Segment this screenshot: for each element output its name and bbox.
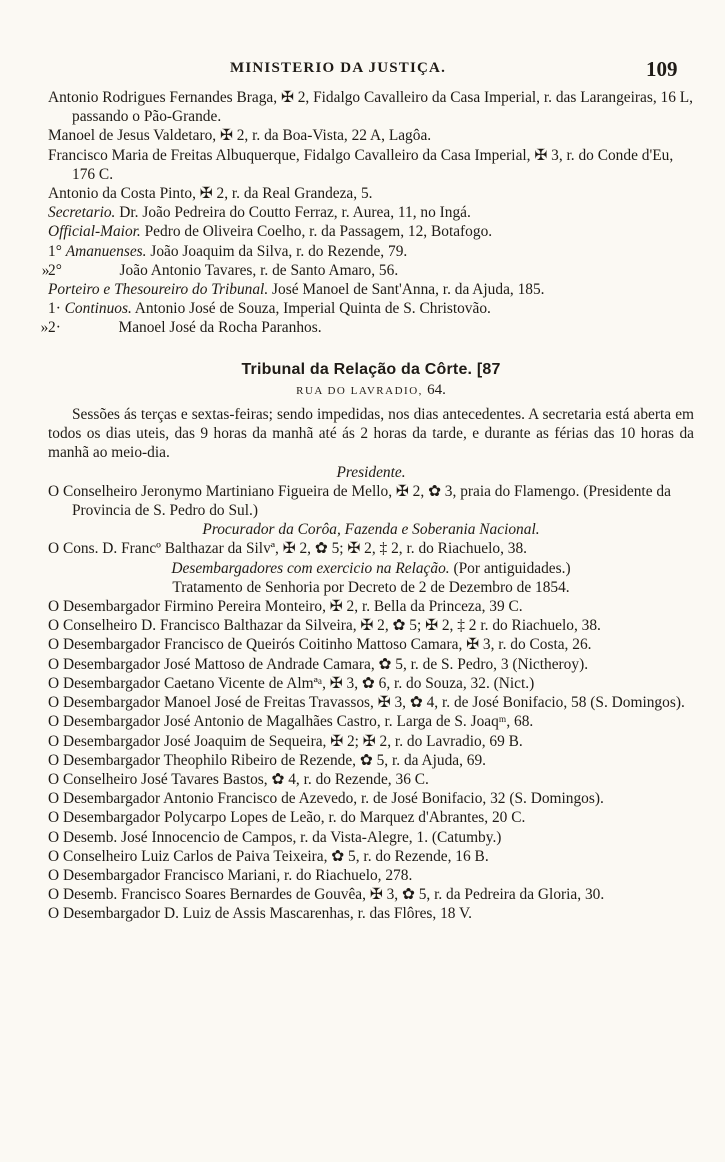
- list-item: O Conselheiro José Tavares Bastos, ✿ 4, r. do Rezende, 36 C.: [48, 770, 429, 788]
- presidente-entry: O Conselheiro Jeronymo Martiniano Figueira de Mello, ✠ 2, ✿ 3, praia do Flamengo. (Presidente da Provincia de S. Pedro do Sul.): [48, 482, 671, 520]
- list-item: O Desembargador Francisco Mariani, r. do Riachuelo, 278.: [48, 866, 413, 884]
- section-address: [48, 381, 694, 401]
- staff-role: »: [41, 261, 50, 279]
- list-item: O Desembargador José Mattoso de Andrade Camara, ✿ 5, r. de S. Pedro, 3 (Nictheroy).: [48, 655, 589, 673]
- staff-role: Continuos.: [64, 300, 132, 318]
- staff-text: João Joaquim da Silva, r. do Rezende, 79.: [146, 242, 408, 260]
- top-entries: [48, 88, 694, 203]
- header-title: MINISTERIO DA JUSTIÇA.: [230, 60, 447, 76]
- section-title: Tribunal da Relação da Côrte. [87: [241, 360, 501, 378]
- staff-role: Amanuenses.: [65, 242, 147, 260]
- staff-prefix: 2°: [48, 261, 66, 279]
- list-item: Antonio Rodrigues Fernandes Braga, ✠ 2, Fidalgo Cavalleiro da Casa Imperial, r. das Larangeiras, 16 L, passando o Pão-Grande.: [48, 89, 694, 126]
- staff-text: Pedro de Oliveira Coelho, r. da Passagem, 12, Botafogo.: [140, 223, 493, 241]
- staff-role: »: [40, 319, 49, 337]
- list-item: O Desembargador Manoel José de Freitas Travassos, ✠ 3, ✿ 4, r. de José Bonifacio, 58 (S. Domingos).: [48, 694, 685, 712]
- list-item: O Conselheiro Luiz Carlos de Paiva Teixeira, ✿ 5, r. do Rezende, 16 B.: [48, 847, 489, 865]
- address-number: 64.: [427, 381, 446, 398]
- staff-text: Antonio José de Souza, Imperial Quinta de S. Christovão.: [131, 300, 491, 318]
- list-item: Manoel de Jesus Valdetaro, ✠ 2, r. da Boa-Vista, 22 A, Lagôa.: [48, 127, 432, 145]
- procurador-label: Procurador da Corôa, Fazenda e Soberania Nacional.: [202, 521, 540, 539]
- desembargadores-list: [48, 597, 694, 923]
- staff-entry: [48, 280, 694, 299]
- desembargadores-note: (Por antiguidades.): [449, 559, 571, 577]
- list-item: O Desemb. Francisco Soares Bernardes de Gouvêa, ✠ 3, ✿ 5, r. da Pedreira da Gloria, 30.: [48, 886, 605, 904]
- list-item: O Desembargador Theophilo Ribeiro de Rezende, ✿ 5, r. da Ajuda, 69.: [48, 751, 487, 769]
- presidente-label: Presidente.: [336, 463, 406, 481]
- list-item: O Desembargador Francisco de Queirós Coitinho Mattoso Camara, ✠ 3, r. do Costa, 26.: [48, 636, 592, 654]
- staff-entry: [41, 261, 694, 280]
- page-header: [0, 57, 725, 86]
- staff-prefix: 2·: [48, 319, 65, 337]
- list-item: O Desemb. José Innocencio de Campos, r. da Vista-Alegre, 1. (Catumby.): [48, 828, 502, 846]
- staff-text: Manoel José da Rocha Paranhos.: [114, 319, 322, 337]
- list-item: O Desembargador Caetano Vicente de Almªᵃ, ✠ 3, ✿ 6, r. do Souza, 32. (Nict.): [48, 674, 535, 692]
- staff-role: Official-Maior.: [48, 223, 141, 241]
- list-item: O Desembargador Firmino Pereira Monteiro, ✠ 2, r. Bella da Princeza, 39 C.: [48, 598, 523, 616]
- list-item: O Desembargador Antonio Francisco de Azevedo, r. de José Bonifacio, 32 (S. Domingos).: [48, 790, 604, 808]
- staff-entry: [48, 222, 694, 241]
- page-content: [40, 88, 694, 924]
- list-item: O Desembargador José Joaquim de Sequeira, ✠ 2; ✠ 2, r. do Lavradio, 69 B.: [48, 732, 523, 750]
- list-item: O Desembargador D. Luiz de Assis Mascarenhas, r. das Flôres, 18 V.: [48, 905, 473, 923]
- section-paragraph: Sessões ás terças e sextas-feiras; sendo impedidas, nos dias antecedentes. A secretaria está aberta em todos os dias uteis, das 9 horas da manhã até ás 2 horas da tarde, e durante as férias das 10 horas da manhã ao meio-dia.: [48, 406, 694, 462]
- staff-entry: [40, 318, 694, 337]
- desembargadores-heading: [48, 559, 694, 578]
- list-item: Antonio da Costa Pinto, ✠ 2, r. da Real Grandeza, 5.: [48, 185, 373, 203]
- staff-entry: [48, 242, 694, 261]
- tratamento-line: Tratamento de Senhoria por Decreto de 2 de Dezembro de 1854.: [172, 578, 570, 596]
- page-number: 109: [646, 57, 678, 81]
- staff-prefix: 1·: [48, 300, 65, 318]
- staff-text: João Antonio Tavares, r. de Santo Amaro, 56.: [115, 261, 399, 279]
- address-label: RUA DO LAVRADIO,: [296, 384, 423, 397]
- procurador-entry: O Cons. D. Francº Balthazar da Silvª, ✠ 2, ✿ 5; ✠ 2, ‡ 2, r. do Riachuelo, 38.: [48, 540, 528, 558]
- staff-text: Dr. João Pedreira do Coutto Ferraz, r. Aurea, 11, no Ingá.: [115, 204, 471, 222]
- staff-role: Porteiro e Thesoureiro do Tribunal.: [48, 281, 269, 299]
- list-item: O Desembargador Polycarpo Lopes de Leão, r. do Marquez d'Abrantes, 20 C.: [48, 809, 526, 827]
- list-item: O Conselheiro D. Francisco Balthazar da Silveira, ✠ 2, ✿ 5; ✠ 2, ‡ 2 r. do Riachuelo, 38.: [48, 617, 601, 635]
- list-item: Francisco Maria de Freitas Albuquerque, Fidalgo Cavalleiro da Casa Imperial, ✠ 3, r. do Conde d'Eu, 176 C.: [48, 146, 674, 183]
- staff-entry: [48, 299, 694, 318]
- list-item: O Desembargador José Antonio de Magalhães Castro, r. Larga de S. Joaqᵐ, 68.: [48, 713, 534, 731]
- staff-text: José Manoel de Sant'Anna, r. da Ajuda, 185.: [268, 281, 545, 299]
- staff-role: Secretario.: [48, 204, 116, 222]
- staff-prefix: 1°: [48, 242, 66, 260]
- staff-list: [40, 203, 694, 337]
- staff-entry: [48, 203, 694, 222]
- desembargadores-label: Desembargadores com exercicio na Relação.: [171, 559, 450, 577]
